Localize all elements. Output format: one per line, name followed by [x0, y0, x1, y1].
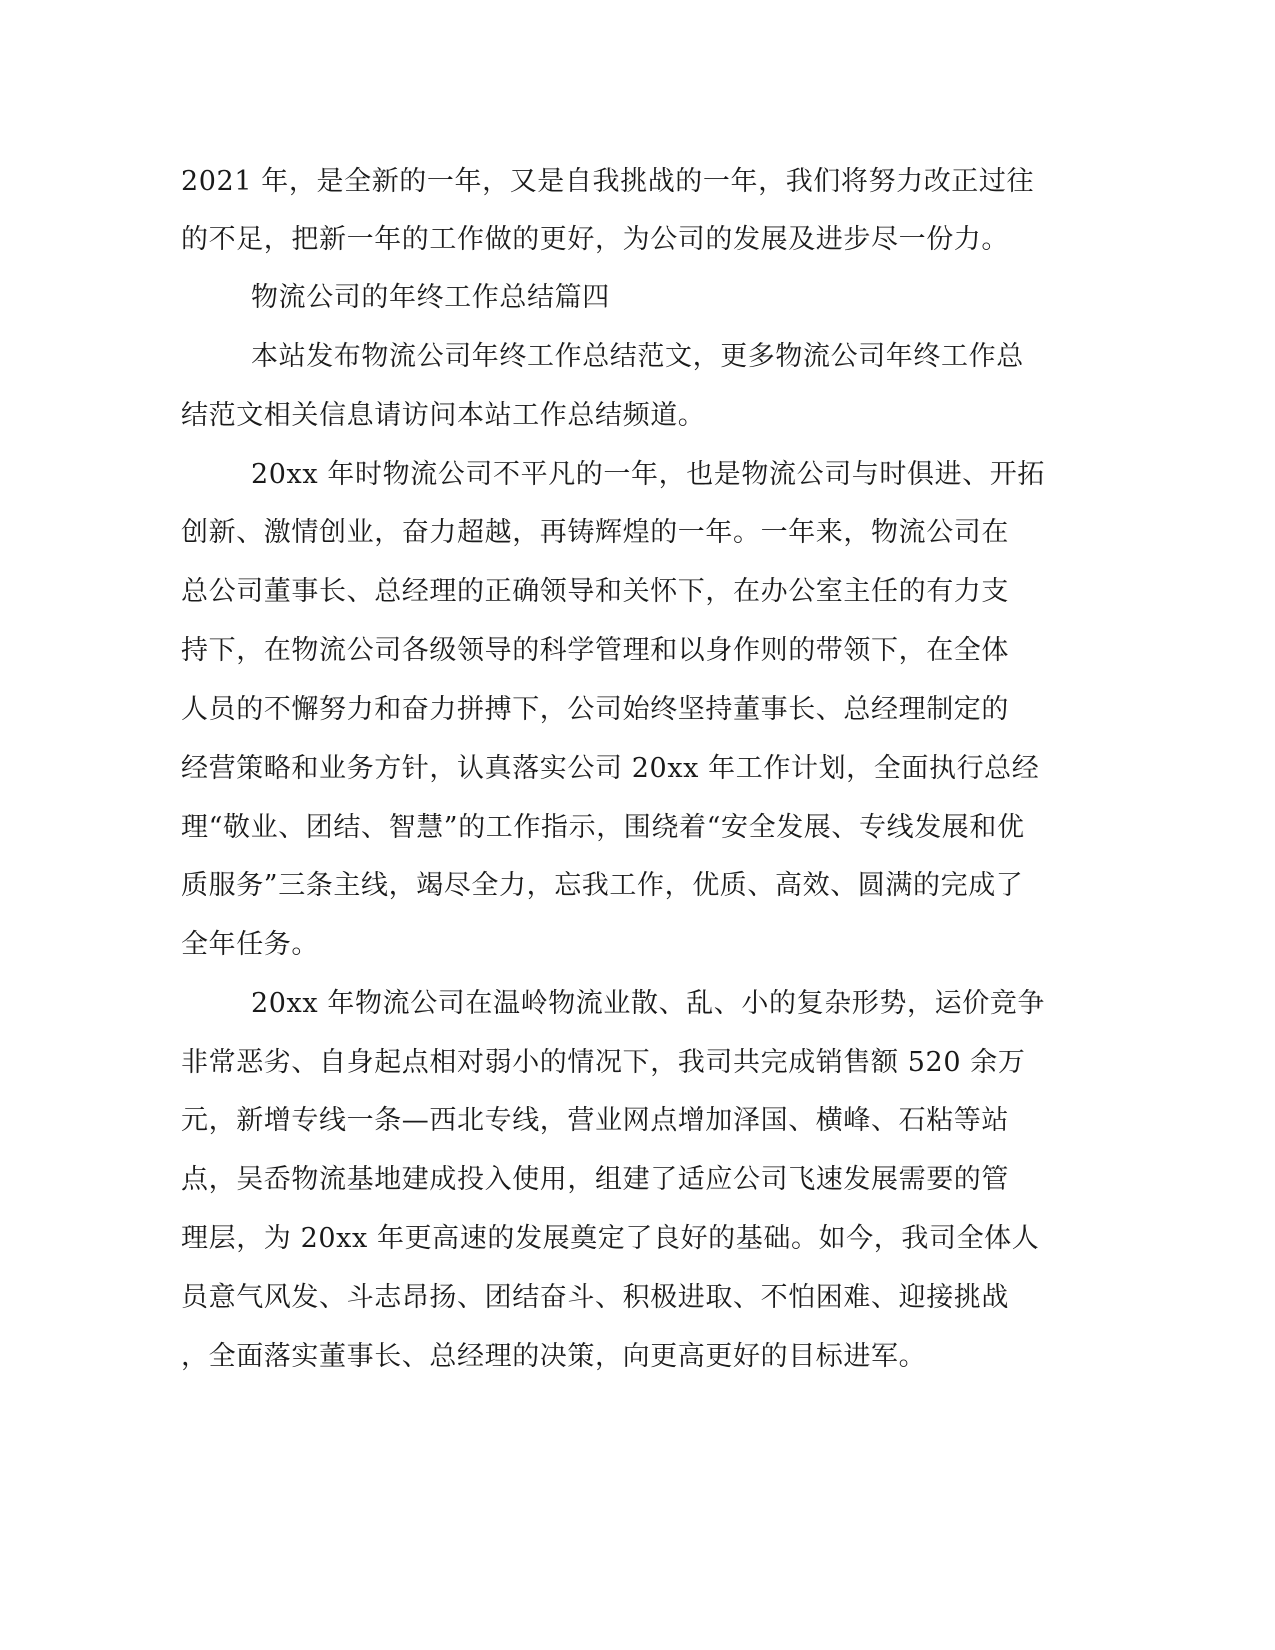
section-heading: 物流公司的年终工作总结篇四: [251, 282, 610, 313]
text-line: 员意气风发、斗志昂扬、团结奋斗、积极进取、不怕困难、迎接挑战: [181, 1282, 1009, 1313]
text-line: 20xx 年时物流公司不平凡的一年，也是物流公司与时俱进、开拓: [251, 459, 1045, 490]
text-line: 人员的不懈努力和奋力拼搏下，公司始终坚持董事长、总经理制定的: [181, 694, 1009, 725]
text-line: 的不足，把新一年的工作做的更好，为公司的发展及进步尽一份力。: [181, 224, 1009, 255]
text-line: 经营策略和业务方针，认真落实公司 20xx 年工作计划，全面执行总经: [181, 753, 1040, 784]
text-line: 理层，为 20xx 年更高速的发展奠定了良好的基础。如今，我司全体人: [181, 1223, 1040, 1254]
text-line: 2021 年，是全新的一年，又是自我挑战的一年，我们将努力改正过往: [181, 166, 1035, 197]
text-line: 元，新增专线一条—西北专线，营业网点增加泽国、横峰、石粘等站: [181, 1105, 1009, 1136]
text-line: 创新、激情创业，奋力超越，再铸辉煌的一年。一年来，物流公司在: [181, 517, 1009, 548]
text-line: 结范文相关信息请访问本站工作总结频道。: [181, 400, 706, 431]
text-line: 非常恶劣、自身起点相对弱小的情况下，我司共完成销售额 520 余万: [181, 1047, 1026, 1078]
text-line: 总公司董事长、总经理的正确领导和关怀下，在办公室主任的有力支: [181, 576, 1009, 607]
text-line: 20xx 年物流公司在温岭物流业散、乱、小的复杂形势，运价竞争: [251, 988, 1045, 1019]
text-line: 理“敬业、团结、智慧”的工作指示，围绕着“安全发展、专线发展和优: [181, 812, 1025, 843]
text-line: 点，吴岙物流基地建成投入使用，组建了适应公司飞速发展需要的管: [181, 1164, 1009, 1195]
text-line: 本站发布物流公司年终工作总结范文，更多物流公司年终工作总: [251, 341, 1024, 372]
text-line: 持下，在物流公司各级领导的科学管理和以身作则的带领下，在全体: [181, 635, 1009, 666]
text-line: ，全面落实董事长、总经理的决策，向更高更好的目标进军。: [181, 1341, 927, 1372]
text-line: 全年任务。: [181, 929, 319, 960]
text-line: 质服务”三条主线，竭尽全力，忘我工作，优质、高效、圆满的完成了: [181, 870, 1024, 901]
